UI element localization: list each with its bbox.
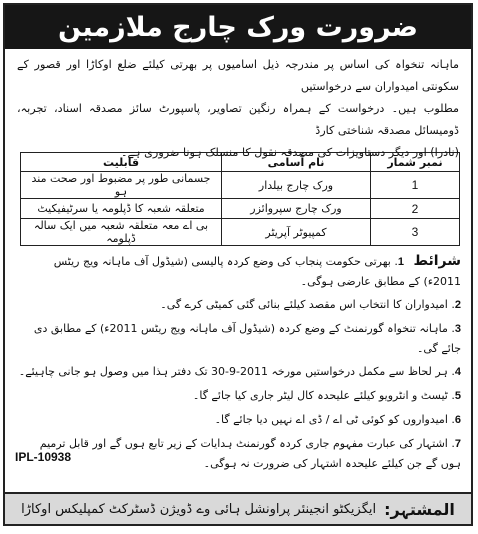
condition-number: 6 [454, 414, 461, 426]
header-post: نام آسامی [222, 153, 371, 172]
row-number: 2 [371, 199, 460, 219]
advertiser-label: المشتہر: [384, 499, 455, 519]
condition-item: شرائط 1. بھرتی حکومت پنجاب کی وضع کردہ پالیسی (شیڈول آف ماہانہ ویج ریٹس 2011ء) کے مطابق عارضی ہوگی۔ [53, 253, 461, 288]
row-qualification: متعلقہ شعبہ کا ڈپلومہ یا سرٹیفیکیٹ [21, 199, 222, 219]
condition-item: 3. ماہانہ تنخواہ گورنمنٹ کے وضع کردہ (شیڈول آف ماہانہ ویج ریٹس 2011ء) کے مطابق دی جائے گی۔ [33, 322, 461, 355]
advertiser-bar [5, 492, 471, 524]
condition-item: 7. اشتہار کی عبارت مفہوم جاری کردہ گورنمنٹ ہدایات کے زیر تابع ہوں گے اور قابل ترمیم ہوں گے جن کیلئے علیحدہ اشتہار کی ضرورت نہ ہوگی۔ [39, 437, 461, 470]
intro-paragraph [5, 49, 471, 159]
row-post: ورک چارج بیلدار [222, 172, 371, 199]
condition-number: 4 [454, 366, 461, 378]
row-qualification: جسمانی طور پر مضبوط اور صحت مند ہو [21, 172, 222, 199]
condition-item: 2. امیدواران کا انتخاب اس مقصد کیلئے بنائی گئی کمیٹی کرے گی۔ [160, 298, 461, 311]
condition-text: بھرتی حکومت پنجاب کی وضع کردہ پالیسی (شیڈول آف ماہانہ ویج ریٹس 2011ء) کے مطابق عارضی ہوگی۔ [53, 255, 461, 288]
row-number: 3 [371, 219, 460, 246]
condition-text: اشتہار کی عبارت مفہوم جاری کردہ گورنمنٹ ہدایات کے زیر تابع ہوں گے اور قابل ترمیم ہوں گے جن کیلئے علیحدہ اشتہار کی ضرورت نہ ہوگی۔ [39, 437, 461, 470]
conditions-label: شرائط [413, 253, 461, 269]
heading: ضرورت ورک چارج ملازمین [5, 5, 471, 49]
intro-line-2: مطلوب ہیں۔ درخواست کے ہمراہ رنگین تصاویر، پاسپورٹ سائز مصدقہ اسناد، تجربہ، ڈومیسائل مصدقہ شناختی کارڈ [17, 102, 459, 137]
row-number: 1 [371, 172, 460, 199]
advertisement [3, 3, 473, 526]
condition-item: 5. ٹیسٹ و انٹرویو کیلئے علیحدہ کال لیٹر جاری کیا جائے گا۔ [192, 389, 461, 402]
condition-text: ماہانہ تنخواہ گورنمنٹ کے وضع کردہ (شیڈول آف ماہانہ ویج ریٹس 2011ء) کے مطابق دی جائے گی۔ [33, 322, 461, 355]
table-row [21, 199, 460, 219]
advertiser-name: ایگزیکٹو انجینئر پراونشل ہائی وے ڈویژن ڈسٹرکٹ کمپلیکس اوکاڑا [21, 501, 377, 517]
condition-item: 6. امیدواروں کو کوئی ٹی اے / ڈی اے نہیں دیا جائے گا۔ [214, 413, 461, 426]
row-post: کمپیوٹر آپریٹر [222, 219, 371, 246]
row-post: ورک چارج سپروائزر [222, 199, 371, 219]
condition-text: امیدواران کا انتخاب اس مقصد کیلئے بنائی گئی کمیٹی کرے گی۔ [160, 298, 448, 311]
condition-number: 2 [454, 299, 461, 311]
condition-number: 7 [454, 438, 461, 450]
intro-line-3: (نادرا) اور دیگر دستاویزات کی مصدقہ نقول کا منسلک ہونا ضروری ہے۔ [120, 146, 459, 159]
conditions-list [5, 246, 471, 473]
table-row [21, 172, 460, 199]
table-row [21, 219, 460, 246]
row-qualification: بی اے معہ متعلقہ شعبہ میں ایک سالہ ڈپلومہ [21, 219, 222, 246]
jobs-table [20, 152, 460, 246]
condition-item: 4. ہر لحاظ سے مکمل درخواستیں مورخہ 2011-9-30 تک دفتر ہذا میں وصول ہو جانی چاہیئے۔ [18, 365, 461, 378]
condition-text: ٹیسٹ و انٹرویو کیلئے علیحدہ کال لیٹر جاری کیا جائے گا۔ [192, 389, 448, 402]
condition-number: 1 [397, 256, 404, 268]
reference-code: IPL-10938 [15, 450, 72, 464]
condition-text: ہر لحاظ سے مکمل درخواستیں مورخہ 2011-9-30 تک دفتر ہذا میں وصول ہو جانی چاہیئے۔ [18, 365, 448, 378]
condition-number: 3 [454, 323, 461, 335]
intro-line-1: ماہانہ تنخواہ کی اساس پر مندرجہ ذیل اسامیوں پر بھرتی کیلئے ضلع اوکاڑا اور قصور کے سکونتی امیدواران سے درخواستیں [17, 58, 459, 93]
condition-number: 5 [454, 390, 461, 402]
condition-text: امیدواروں کو کوئی ٹی اے / ڈی اے نہیں دیا جائے گا۔ [214, 413, 448, 426]
header-number: نمبر شمار [371, 153, 460, 172]
header-qualification: قابلیت [21, 153, 222, 172]
